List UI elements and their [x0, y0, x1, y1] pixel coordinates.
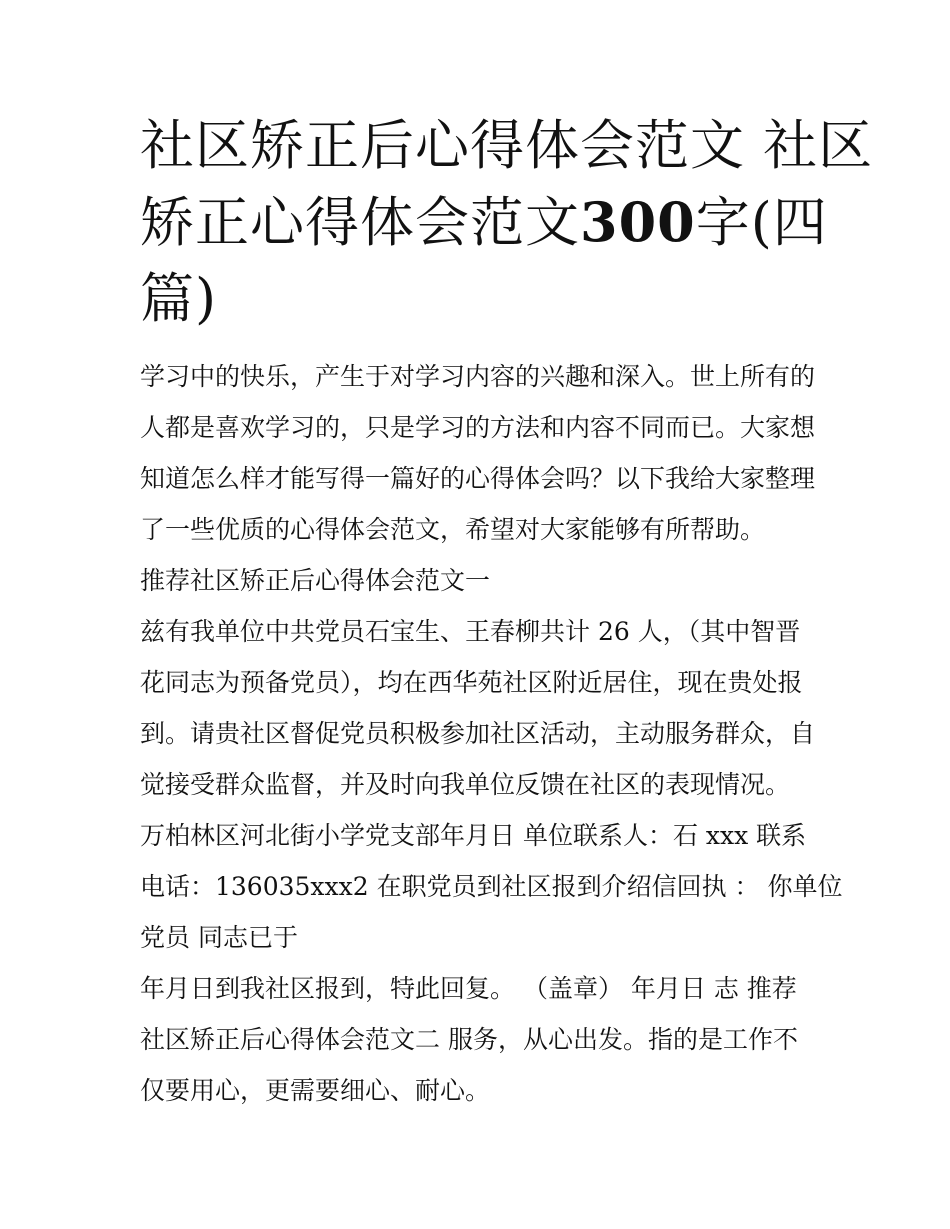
document-page — [140, 108, 874, 1116]
title-line-3: 篇) — [140, 267, 218, 330]
title-line-2-text-c: 字(四 — [695, 191, 828, 254]
letter-paragraph — [140, 606, 820, 810]
section-heading-1 — [140, 555, 820, 606]
title-line-1: 社区矫正后心得体会范文 社区 — [140, 114, 874, 177]
paragraph-line: 万柏林区河北街小学党支部年月日 单位联系人：石 xxx 联系 — [140, 821, 807, 850]
paragraph-line: 学习中的快乐，产生于对学习内容的兴趣和深入。世上所有的 — [140, 362, 816, 391]
paragraph-line: 仅要用心，更需要细心、耐心。 — [140, 1076, 491, 1105]
title-line-2 — [140, 184, 828, 261]
paragraph-line: 年月日到我社区报到，特此回复。 （盖章） 年月日 志 推荐 — [140, 974, 797, 1003]
paragraph-line: 电话：136035xxx2 在职党员到社区报到介绍信回执 ： 你单位 — [140, 872, 843, 901]
paragraph-line: 知道怎么样才能写得一篇好的心得体会吗？以下我给大家整理 — [140, 464, 816, 493]
paragraph-line: 人都是喜欢学习的，只是学习的方法和内容不同而已。大家想 — [140, 413, 816, 442]
paragraph-line: 社区矫正后心得体会范文二 服务，从心出发。指的是工作不 — [140, 1025, 798, 1054]
closing-paragraph — [140, 963, 820, 1116]
paragraph-line: 兹有我单位中共党员石宝生、王春柳共计 26 人，（其中智晋 — [140, 617, 801, 646]
paragraph-line: 觉接受群众监督，并及时向我单位反馈在社区的表现情况。 — [140, 770, 791, 799]
paragraph-line: 党员 同志已于 — [140, 923, 298, 952]
title-line-2-text-a: 矫正心得体会范文 — [140, 191, 580, 254]
paragraph-line: 到。请贵社区督促党员积极参加社区活动，主动服务群众，自 — [140, 719, 816, 748]
title-line-2-number: 300 — [580, 190, 696, 254]
paragraph-line: 推荐社区矫正后心得体会范文一 — [140, 566, 491, 595]
document-title — [140, 108, 874, 337]
paragraph-line: 了一些优质的心得体会范文，希望对大家能够有所帮助。 — [140, 515, 766, 544]
paragraph-line: 花同志为预备党员），均在西华苑社区附近居住，现在贵处报 — [140, 668, 803, 697]
contact-paragraph — [140, 810, 843, 963]
intro-paragraph — [140, 351, 820, 555]
